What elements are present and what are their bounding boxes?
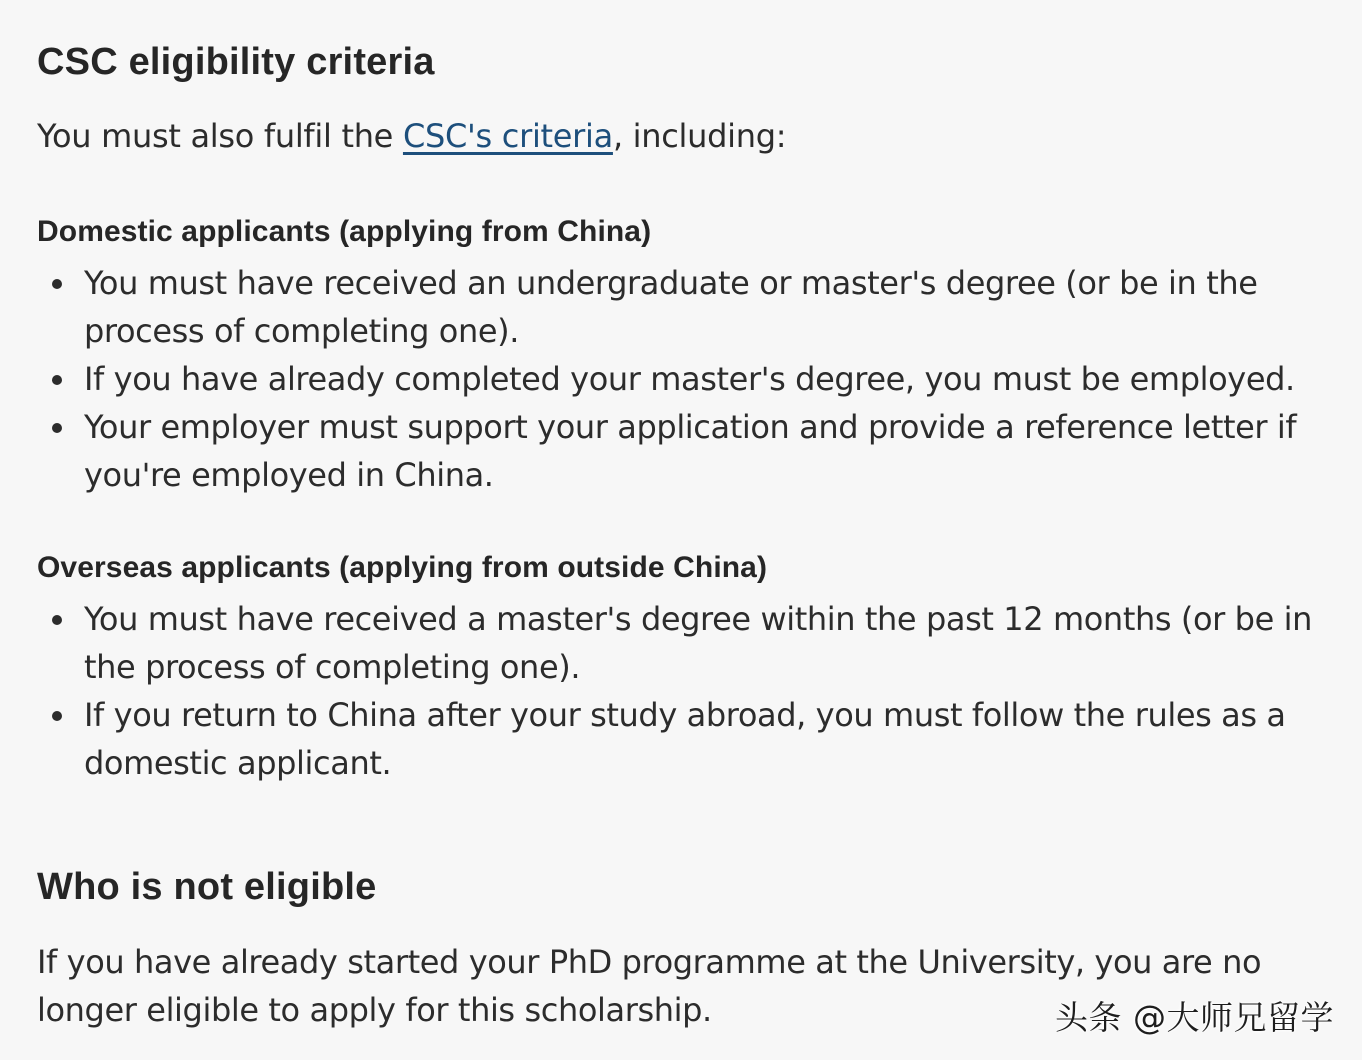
not-eligible-text: If you have already started your PhD programme at the University, you are no longer eligible to apply for this scholarship. xyxy=(37,943,1262,1029)
bullet-icon xyxy=(52,615,62,625)
bullet-icon xyxy=(52,423,62,433)
domestic-applicants-heading: Domestic applicants (applying from China) xyxy=(37,215,652,248)
bullet-icon xyxy=(52,711,62,721)
list-item xyxy=(37,259,1327,355)
watermark-text: 头条 @大师兄留学 xyxy=(1055,998,1334,1037)
overseas-criteria-list xyxy=(37,595,1327,787)
list-item xyxy=(37,403,1327,499)
overseas-applicants-heading: Overseas applicants (applying from outside China) xyxy=(37,551,768,584)
list-item-text: Your employer must support your application and provide a reference letter if you're employed in China. xyxy=(84,408,1297,494)
list-item-text: You must have received a master's degree within the past 12 months (or be in the process of completing one). xyxy=(84,600,1313,686)
intro-prefix: You must also fulfil the xyxy=(37,117,403,155)
csc-criteria-link[interactable]: CSC's criteria xyxy=(402,117,613,155)
list-item xyxy=(37,355,1327,403)
list-item-text: You must have received an undergraduate or master's degree (or be in the process of completing one). xyxy=(84,264,1258,350)
bullet-icon xyxy=(52,375,62,385)
list-item-text: If you have already completed your master's degree, you must be employed. xyxy=(84,360,1295,398)
list-item xyxy=(37,595,1327,691)
domestic-criteria-list xyxy=(37,259,1327,499)
not-eligible-heading: Who is not eligible xyxy=(37,866,377,908)
list-item-text: If you return to China after your study abroad, you must follow the rules as a domestic applicant. xyxy=(84,696,1286,782)
bullet-icon xyxy=(52,279,62,289)
intro-suffix: , including: xyxy=(612,117,787,155)
criteria-intro xyxy=(37,117,786,155)
list-item xyxy=(37,691,1327,787)
csc-criteria-heading: CSC eligibility criteria xyxy=(37,41,435,83)
